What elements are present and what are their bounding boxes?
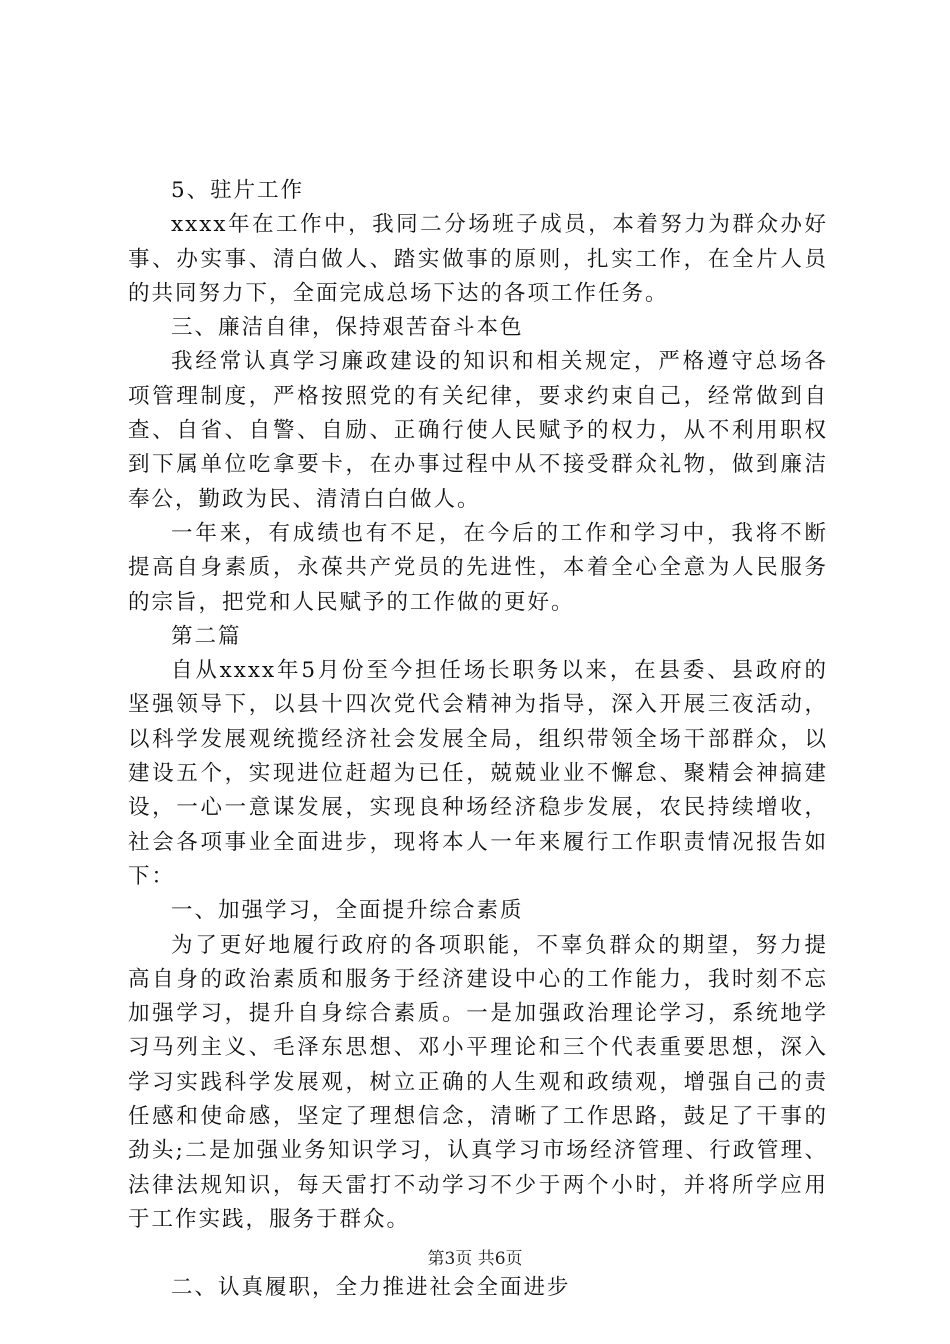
paragraph: 为了更好地履行政府的各项职能，不辜负群众的期望，努力提高自身的政治素质和服务于经济建设中心的工作能力，我时刻不忘加强学习，提升自身综合素质。一是加强政治理论学习，系统地学习马列主义、毛泽东思想、邓小平理论和三个代表重要思想，深入学习实践科学发展观，树立正确的人生观和政绩观，增强自己的责任感和使命感，坚定了理想信念，清晰了工作思路，鼓足了干事的劲头;二是加强业务知识学习，认真学习市场经济管理、行政管理、法律法规知识，每天雷打不动学习不少于两个小时，并将所学应用于工作实践，服务于群众。 [128, 932, 828, 1232]
page-number-footer: 第3页 共6页 [427, 1249, 523, 1269]
paragraph-part-heading: 第二篇 [171, 623, 242, 649]
paragraph: 一年来，有成绩也有不足，在今后的工作和学习中，我将不断提高自身素质，永葆共产党员的先进性，本着全心全意为人民服务的宗旨，把党和人民赋予的工作做的更好。 [128, 520, 828, 615]
paragraph-section-5-heading: 5、驻片工作 [171, 178, 305, 203]
paragraph: 自从xxxx年5月份至今担任场长职务以来，在县委、县政府的坚强领导下，以县十四次党代会精神为指导，深入开展三夜活动，以科学发展观统揽经济社会发展全局，组织带领全场干部群众，以建设五个，实现进位赶超为已任，兢兢业业不懈怠、聚精会神搞建设，一心一意谋发展，实现良种场经济稳步发展，农民持续增收，社会各项事业全面进步，现将本人一年来履行工作职责情况报告如下： [128, 658, 828, 889]
paragraph-section-1-heading: 一、加强学习，全面提升综合素质 [171, 898, 524, 924]
paragraph: xxxx年在工作中，我同二分场班子成员，本着努力为群众办好事、办实事、清白做人、踏实做事的原则，扎实工作，在全片人员的共同努力下，全面完成总场下达的各项工作任务。 [128, 212, 828, 306]
paragraph-section-2-heading: 二、认真履职，全力推进社会全面进步 [171, 1275, 571, 1301]
paragraph-section-3-heading: 三、廉洁自律，保持艰苦奋斗本色 [171, 315, 524, 341]
paragraph: 我经常认真学习廉政建设的知识和相关规定，严格遵守总场各项管理制度，严格按照党的有关纪律，要求约束自己，经常做到自查、自省、自警、自励、正确行使人民赋予的权力，从不利用职权到下属单位吃拿要卡，在办事过程中从不接受群众礼物，做到廉洁奉公，勤政为民、清清白白做人。 [128, 349, 828, 512]
document-body [128, 174, 828, 1306]
